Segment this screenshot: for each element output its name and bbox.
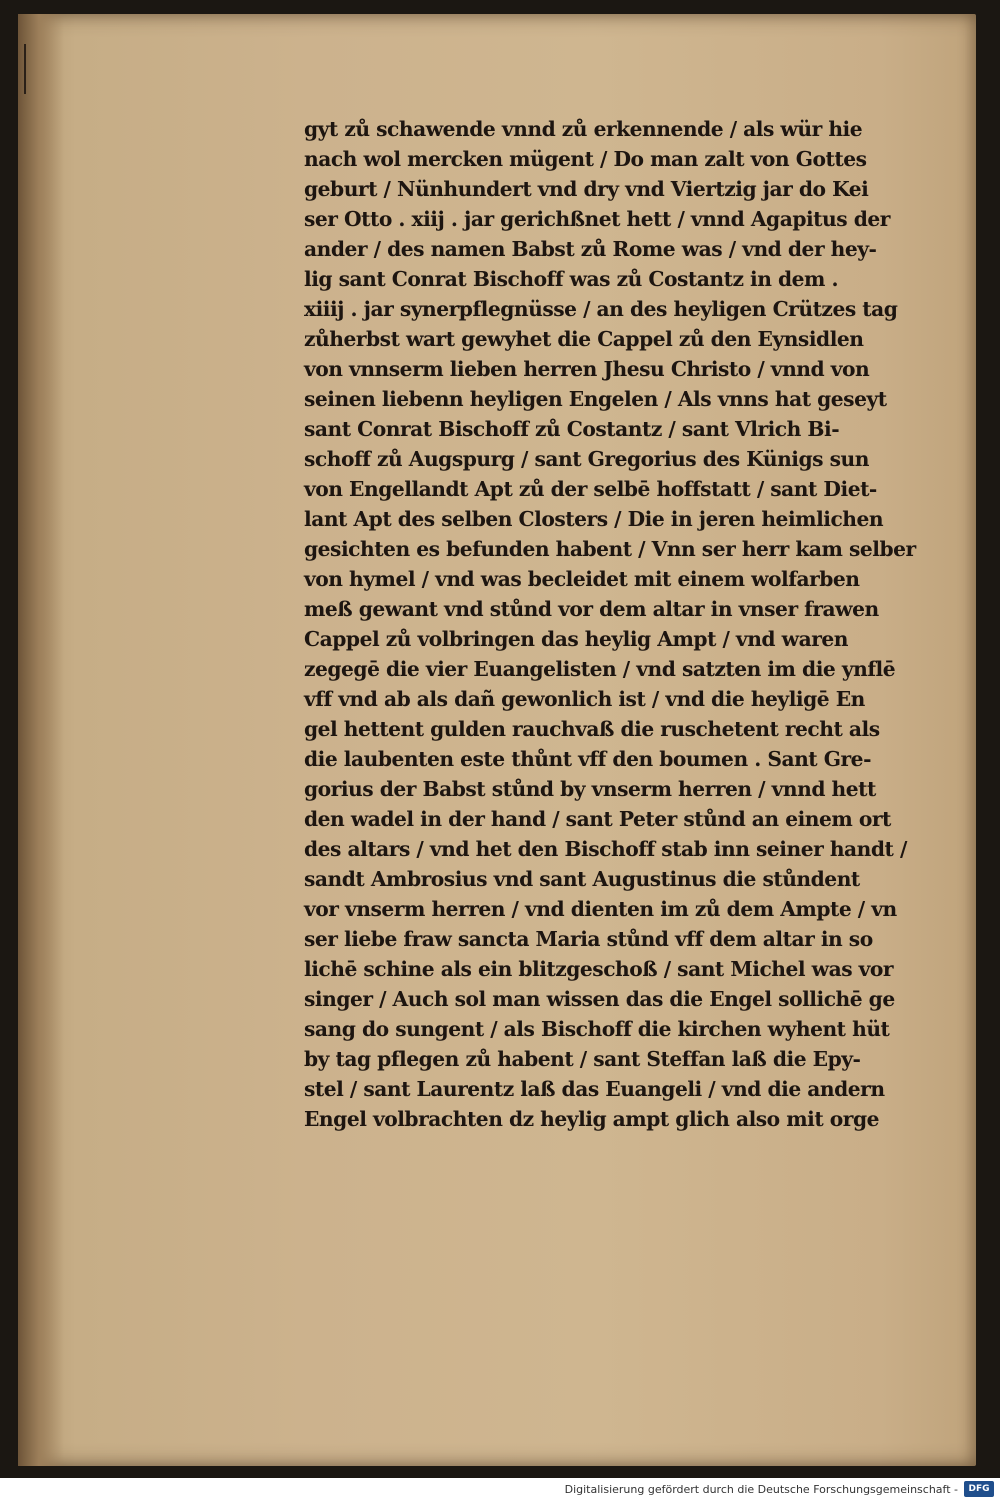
- text-line: vff vnd ab als dañ gewonlich ist / vnd die heyligē En: [304, 687, 865, 711]
- text-line: by tag pflegen zů habent / sant Steffan laß die Epy-: [304, 1047, 861, 1071]
- text-line: sang do sungent / als Bischoff die kirchen wyhent hüt: [304, 1017, 890, 1041]
- text-line: lant Apt des selben Closters / Die in jeren heimlichen: [304, 507, 884, 531]
- text-line: von hymel / vnd was becleidet mit einem wolfarben: [304, 567, 860, 591]
- text-line: Engel volbrachten dz heylig ampt glich also mit orge: [304, 1107, 880, 1131]
- text-line: den wadel in der hand / sant Peter stůnd an einem ort: [304, 807, 891, 831]
- text-line: gorius der Babst stůnd by vnserm herren / vnnd hett: [304, 777, 876, 801]
- text-line: ser liebe fraw sancta Maria stůnd vff dem altar in so: [304, 927, 873, 951]
- text-line: gel hettent gulden rauchvaß die ruschetent recht als: [304, 717, 880, 741]
- text-line: xiiij . jar synerpflegnüsse / an des heyligen Crützes tag: [304, 297, 898, 321]
- text-line: seinen liebenn heyligen Engelen / Als vnns hat geseyt: [304, 387, 887, 411]
- text-line: ser Otto . xiij . jar gerichßnet hett / vnnd Agapitus der: [304, 207, 890, 231]
- dfg-logo-icon: DFG: [964, 1481, 994, 1497]
- spine-mark: [24, 44, 26, 94]
- text-line: sandt Ambrosius vnd sant Augustinus die stůndent: [304, 867, 860, 891]
- text-line: stel / sant Laurentz laß das Euangeli / vnd die andern: [304, 1077, 885, 1101]
- text-line: singer / Auch sol man wissen das die Engel sollichē ge: [304, 987, 895, 1011]
- text-line: zůherbst wart gewyhet die Cappel zů den Eynsidlen: [304, 327, 864, 351]
- text-line: sant Conrat Bischoff zů Costantz / sant Vlrich Bi-: [304, 417, 840, 441]
- text-line: von Engellandt Apt zů der selbē hoffstatt / sant Diet-: [304, 477, 877, 501]
- book-page: [18, 14, 976, 1466]
- text-line: gyt zů schawende vnnd zů erkennende / als wür hie: [304, 117, 863, 141]
- text-line: lig sant Conrat Bischoff was zů Costantz in dem .: [304, 267, 839, 291]
- text-line: geburt / Nünhundert vnd dry vnd Viertzig jar do Kei: [304, 177, 869, 201]
- text-line: lichē schine als ein blitzgeschoß / sant Michel was vor: [304, 957, 894, 981]
- footer-bar: [0, 1478, 1000, 1501]
- text-line: nach wol mercken mügent / Do man zalt von Gottes: [304, 147, 867, 171]
- text-line: vor vnserm herren / vnd dienten im zů dem Ampte / vn: [304, 897, 897, 921]
- text-line: schoff zů Augspurg / sant Gregorius des Künigs sun: [304, 447, 869, 471]
- text-line: meß gewant vnd stůnd vor dem altar in vnser frawen: [304, 597, 879, 621]
- text-line: zegegē die vier Euangelisten / vnd satzten im die ynflē: [304, 657, 896, 681]
- text-line: von vnnserm lieben herren Jhesu Christo / vnnd von: [304, 357, 870, 381]
- page-text-block: [304, 114, 944, 1134]
- text-line: ander / des namen Babst zů Rome was / vnd der hey-: [304, 237, 877, 261]
- text-line: des altars / vnd het den Bischoff stab inn seiner handt /: [304, 837, 907, 861]
- text-line: Cappel zů volbringen das heylig Ampt / vnd waren: [304, 627, 848, 651]
- footer-credit: Digitalisierung gefördert durch die Deutsche Forschungsgemeinschaft -: [564, 1483, 958, 1496]
- page-gutter: [18, 14, 64, 1466]
- text-line: die laubenten este thůnt vff den boumen . Sant Gre-: [304, 747, 871, 771]
- text-line: gesichten es befunden habent / Vnn ser herr kam selber: [304, 537, 916, 561]
